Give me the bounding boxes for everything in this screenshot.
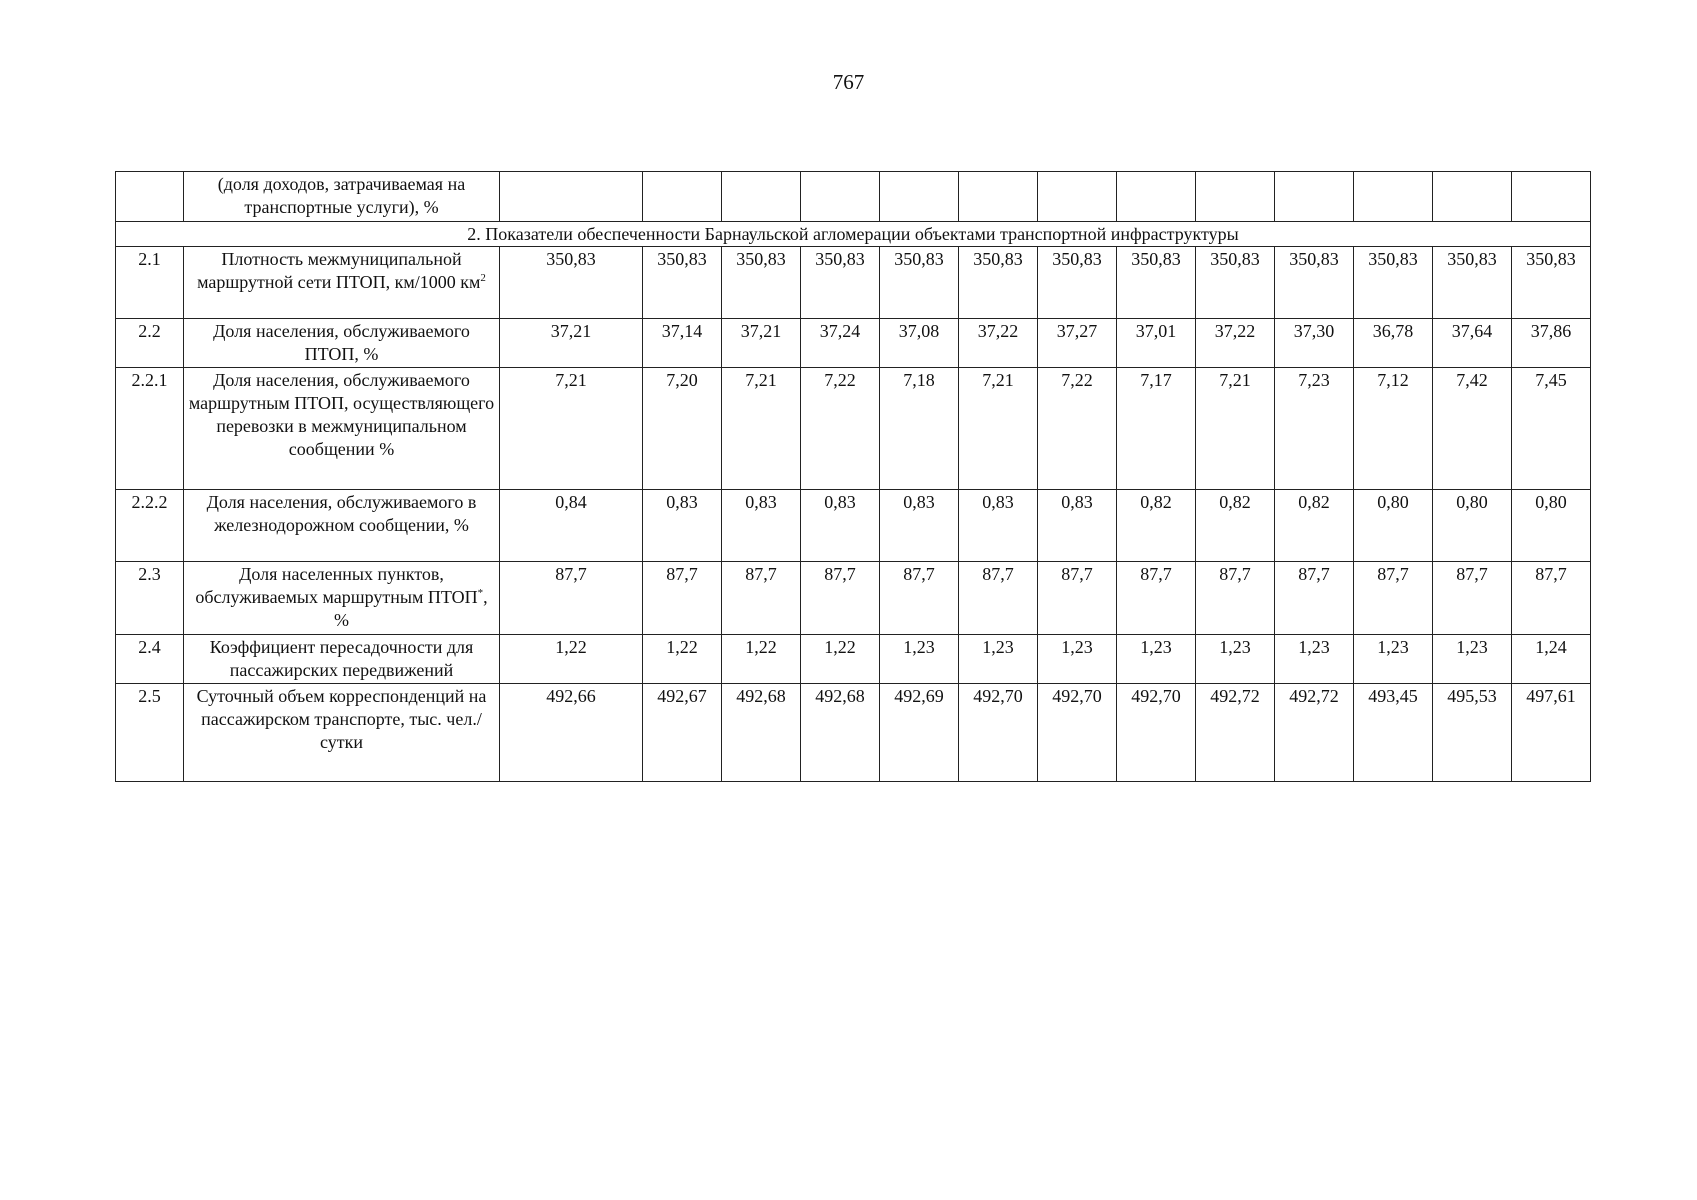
- indicator-name-text: Доля населенных пунктов, обслуживаемых маршрутным ПТОП: [195, 564, 478, 607]
- value-cell: 492,72: [1196, 684, 1275, 782]
- value-cell: [1275, 172, 1354, 222]
- table-row: [116, 247, 1591, 319]
- value-cell: 37,21: [722, 319, 801, 368]
- value-cell: 1,23: [880, 635, 959, 684]
- value-cell: 0,82: [1196, 490, 1275, 562]
- value-cell: 87,7: [801, 562, 880, 635]
- value-cell: 7,20: [643, 368, 722, 490]
- value-cell: [1038, 172, 1117, 222]
- value-cell: 37,22: [1196, 319, 1275, 368]
- value-cell: 492,67: [643, 684, 722, 782]
- value-cell: [801, 172, 880, 222]
- value-cell: 497,61: [1512, 684, 1591, 782]
- value-cell: 87,7: [880, 562, 959, 635]
- value-cell: 350,83: [500, 247, 643, 319]
- value-cell: 492,70: [1117, 684, 1196, 782]
- row-number: 2.4: [116, 635, 184, 684]
- indicator-name: [184, 368, 500, 490]
- value-cell: 37,86: [1512, 319, 1591, 368]
- row-number: 2.1: [116, 247, 184, 319]
- value-cell: 7,18: [880, 368, 959, 490]
- section-title: 2. Показатели обеспеченности Барнаульской агломерации объектами транспортной инфраструктуры: [116, 222, 1591, 247]
- value-cell: 1,22: [643, 635, 722, 684]
- value-cell: 350,83: [1038, 247, 1117, 319]
- value-cell: 37,08: [880, 319, 959, 368]
- value-cell: 0,80: [1512, 490, 1591, 562]
- value-cell: 0,82: [1275, 490, 1354, 562]
- value-cell: 350,83: [1196, 247, 1275, 319]
- row-number: [116, 172, 184, 222]
- value-cell: 36,78: [1354, 319, 1433, 368]
- value-cell: [959, 172, 1038, 222]
- row-number: 2.3: [116, 562, 184, 635]
- value-cell: 1,23: [1354, 635, 1433, 684]
- value-cell: 1,22: [722, 635, 801, 684]
- value-cell: [880, 172, 959, 222]
- table-row: [116, 684, 1591, 782]
- value-cell: 7,21: [722, 368, 801, 490]
- value-cell: 492,70: [959, 684, 1038, 782]
- table-row: [116, 490, 1591, 562]
- indicator-name-text: Коэффициент пересадочности для пассажирских передвижений: [209, 637, 474, 680]
- value-cell: 87,7: [1196, 562, 1275, 635]
- value-cell: 0,83: [643, 490, 722, 562]
- value-cell: 350,83: [1433, 247, 1512, 319]
- value-cell: 1,24: [1512, 635, 1591, 684]
- value-cell: 37,01: [1117, 319, 1196, 368]
- value-cell: 87,7: [1275, 562, 1354, 635]
- value-cell: 492,70: [1038, 684, 1117, 782]
- indicator-name: [184, 172, 500, 222]
- value-cell: 87,7: [1433, 562, 1512, 635]
- value-cell: 350,83: [880, 247, 959, 319]
- indicator-name: [184, 247, 500, 319]
- value-cell: 1,23: [959, 635, 1038, 684]
- value-cell: 7,45: [1512, 368, 1591, 490]
- value-cell: 87,7: [643, 562, 722, 635]
- indicator-name-superscript: 2: [480, 272, 486, 284]
- value-cell: 350,83: [959, 247, 1038, 319]
- indicator-name-text: Доля населения, обслуживаемого маршрутным ПТОП, осуществляющего перевозки в межмуниципальном сообщении %: [188, 370, 495, 459]
- value-cell: 87,7: [959, 562, 1038, 635]
- value-cell: 7,22: [801, 368, 880, 490]
- value-cell: 350,83: [1275, 247, 1354, 319]
- value-cell: [1117, 172, 1196, 222]
- page-number: 767: [832, 70, 865, 94]
- value-cell: 37,27: [1038, 319, 1117, 368]
- value-cell: 0,82: [1117, 490, 1196, 562]
- value-cell: 1,23: [1196, 635, 1275, 684]
- row-number: 2.2.1: [116, 368, 184, 490]
- value-cell: 7,17: [1117, 368, 1196, 490]
- value-cell: [643, 172, 722, 222]
- value-cell: 492,68: [722, 684, 801, 782]
- section-row: [116, 222, 1591, 247]
- value-cell: 7,22: [1038, 368, 1117, 490]
- value-cell: 350,83: [1354, 247, 1433, 319]
- table-row: [116, 172, 1591, 222]
- value-cell: 37,14: [643, 319, 722, 368]
- value-cell: 7,21: [500, 368, 643, 490]
- value-cell: 87,7: [1354, 562, 1433, 635]
- value-cell: 37,24: [801, 319, 880, 368]
- value-cell: 87,7: [1117, 562, 1196, 635]
- value-cell: 37,64: [1433, 319, 1512, 368]
- value-cell: [722, 172, 801, 222]
- value-cell: 0,80: [1354, 490, 1433, 562]
- value-cell: 7,12: [1354, 368, 1433, 490]
- value-cell: 0,83: [1038, 490, 1117, 562]
- value-cell: 7,42: [1433, 368, 1512, 490]
- value-cell: 350,83: [1512, 247, 1591, 319]
- value-cell: 1,22: [801, 635, 880, 684]
- value-cell: 7,21: [959, 368, 1038, 490]
- value-cell: 0,83: [880, 490, 959, 562]
- indicator-name-unit: , %: [334, 587, 488, 630]
- value-cell: 87,7: [1512, 562, 1591, 635]
- indicator-name-text: Суточный объем корреспонденций на пассажирском транспорте, тыс. чел./сутки: [196, 686, 487, 752]
- value-cell: 7,23: [1275, 368, 1354, 490]
- indicator-name: [184, 490, 500, 562]
- value-cell: 0,83: [801, 490, 880, 562]
- indicator-name-text: Доля населения, обслуживаемого в железнодорожном сообщении, %: [206, 492, 477, 535]
- value-cell: 0,83: [722, 490, 801, 562]
- value-cell: 37,21: [500, 319, 643, 368]
- value-cell: 1,23: [1275, 635, 1354, 684]
- value-cell: 1,22: [500, 635, 643, 684]
- value-cell: 87,7: [722, 562, 801, 635]
- value-cell: [1354, 172, 1433, 222]
- indicator-name: [184, 319, 500, 368]
- value-cell: 495,53: [1433, 684, 1512, 782]
- value-cell: [1433, 172, 1512, 222]
- value-cell: [1512, 172, 1591, 222]
- value-cell: 492,72: [1275, 684, 1354, 782]
- value-cell: [500, 172, 643, 222]
- value-cell: 0,84: [500, 490, 643, 562]
- value-cell: 87,7: [500, 562, 643, 635]
- indicator-name-text: Доля населения, обслуживаемого ПТОП, %: [213, 321, 470, 364]
- table-row: [116, 368, 1591, 490]
- indicator-name-text: Плотность межмуниципальной маршрутной сети ПТОП, км/1000 км: [197, 249, 481, 292]
- value-cell: 350,83: [1117, 247, 1196, 319]
- table-body: [116, 172, 1591, 782]
- indicator-name-text: (доля доходов, затрачиваемая на транспортные услуги), %: [217, 174, 466, 217]
- indicators-table: [115, 171, 1591, 782]
- value-cell: 350,83: [643, 247, 722, 319]
- value-cell: 350,83: [722, 247, 801, 319]
- value-cell: 37,22: [959, 319, 1038, 368]
- indicator-name-superscript: *: [477, 587, 484, 599]
- value-cell: 87,7: [1038, 562, 1117, 635]
- value-cell: 7,21: [1196, 368, 1275, 490]
- table-row: [116, 635, 1591, 684]
- indicator-name: [184, 562, 500, 635]
- value-cell: 492,69: [880, 684, 959, 782]
- value-cell: 493,45: [1354, 684, 1433, 782]
- value-cell: 0,83: [959, 490, 1038, 562]
- value-cell: 1,23: [1038, 635, 1117, 684]
- indicator-name: [184, 684, 500, 782]
- value-cell: 0,80: [1433, 490, 1512, 562]
- indicator-name: [184, 635, 500, 684]
- row-number: 2.2: [116, 319, 184, 368]
- value-cell: [1196, 172, 1275, 222]
- table-row: [116, 562, 1591, 635]
- table-row: [116, 319, 1591, 368]
- row-number: 2.5: [116, 684, 184, 782]
- value-cell: 492,66: [500, 684, 643, 782]
- value-cell: 37,30: [1275, 319, 1354, 368]
- value-cell: 350,83: [801, 247, 880, 319]
- row-number: 2.2.2: [116, 490, 184, 562]
- value-cell: 492,68: [801, 684, 880, 782]
- value-cell: 1,23: [1433, 635, 1512, 684]
- value-cell: 1,23: [1117, 635, 1196, 684]
